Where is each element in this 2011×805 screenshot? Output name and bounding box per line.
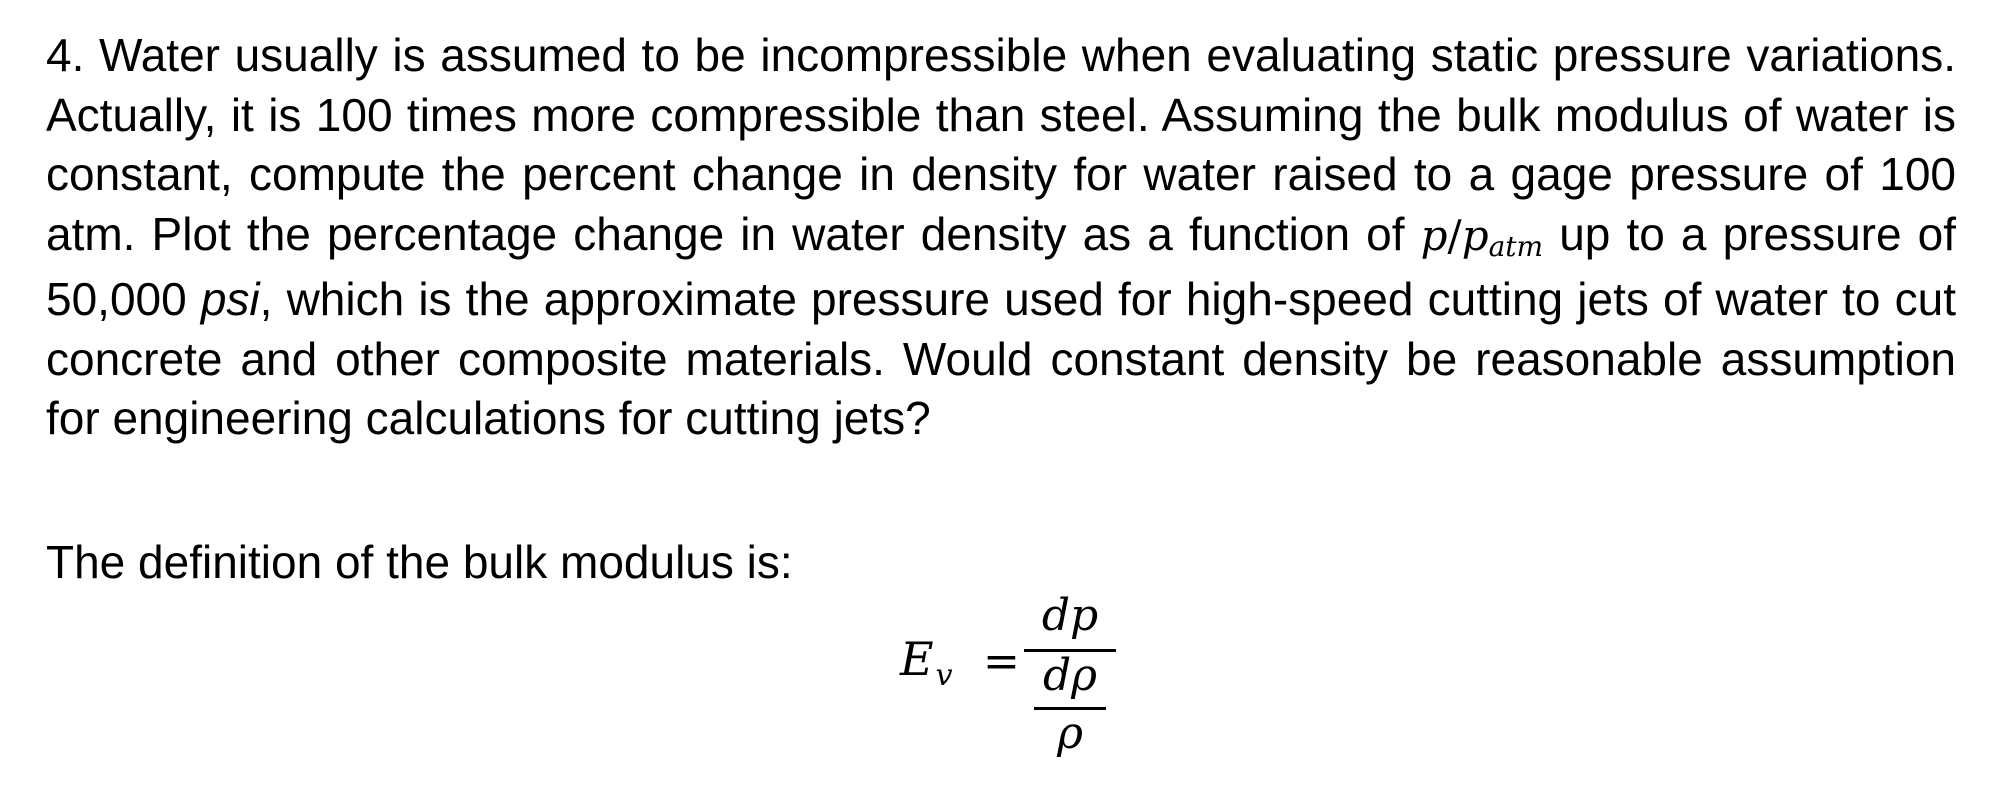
unit-psi: psi <box>200 273 260 325</box>
equation-lhs-subscript: v <box>935 658 953 693</box>
equation-lhs <box>900 632 953 693</box>
denominator-denominator: ρ <box>1057 708 1083 759</box>
math-p-atm: p <box>1461 210 1489 260</box>
fraction-numerator: dp <box>1041 590 1099 641</box>
denominator-numerator: dρ <box>1042 650 1098 701</box>
problem-text-part-3: , which is the approximate pressure used for high-speed cutting jets of water to cut concrete and other composite materials. Would constant density be reasonable assumption for engineering calculations for cutting jets? <box>46 273 1956 444</box>
problem-text-part-2: up to a pressure of 50,000 <box>46 207 1957 325</box>
math-slash: / <box>1447 210 1462 260</box>
equals-sign: = <box>983 636 1020 687</box>
problem-text-part-1: 4. Water usually is assumed to be incompressible when evaluating static pressure variations. Actually, it is 100 times more compressible than steel. Assuming the bulk modulus of water is constant, compute the percent change in density for water raised to a gage pressure of 100 atm. Plot the percentage change in water density as a function of <box>46 29 1956 260</box>
equation-lhs-symbol: E <box>900 632 934 686</box>
math-p: p <box>1420 210 1448 260</box>
bulk-modulus-equation <box>900 590 1100 790</box>
definition-text: The definition of the bulk modulus is: <box>46 536 793 588</box>
pressure-ratio-math <box>1421 207 1543 261</box>
math-subscript-atm: atm <box>1488 229 1544 263</box>
problem-statement <box>46 26 1956 449</box>
